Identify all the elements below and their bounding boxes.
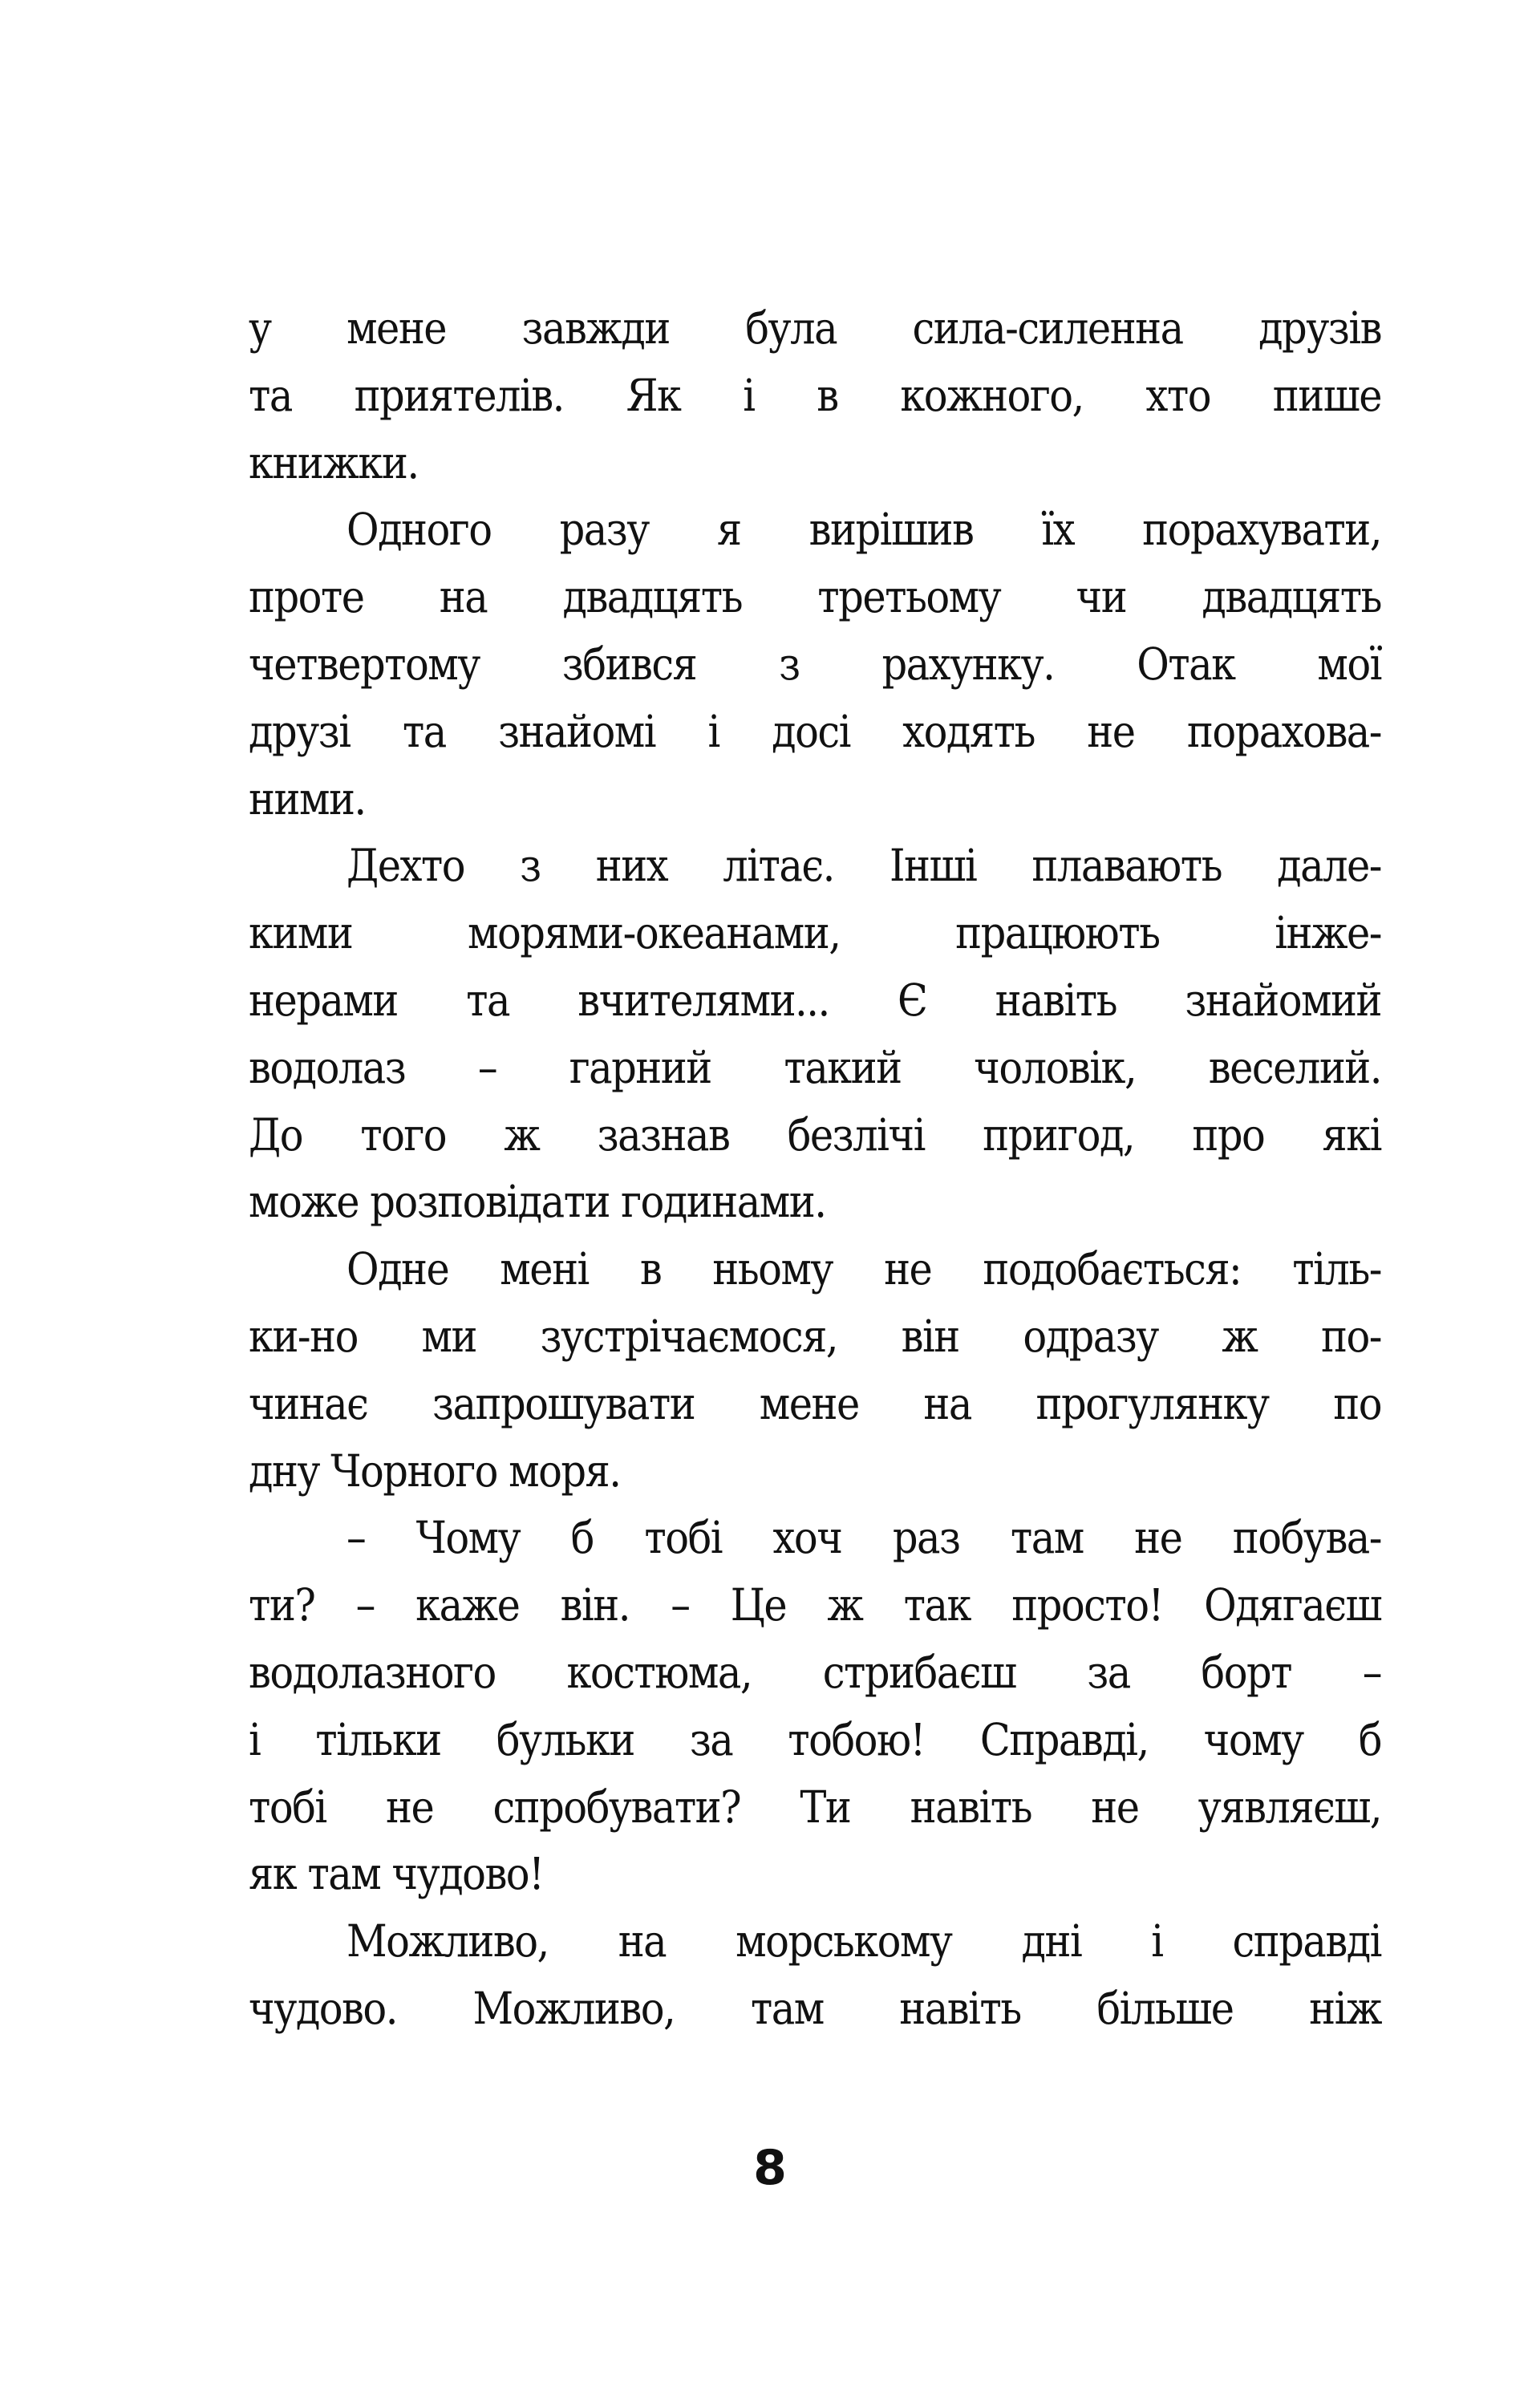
text-line: Можливо, на морському дні і справді [346, 1915, 1381, 1967]
book-page-body [249, 295, 1381, 2043]
text-line: у мене завжди була сила-силенна друзів [249, 302, 1381, 354]
text-line: нерами та вчителями... Є навіть знайомий [249, 974, 1381, 1026]
text-line: і тільки бульки за тобою! Справді, чому б [249, 1713, 1381, 1765]
text-line: як там чудово! [249, 1848, 544, 1900]
text-line: четвертому збився з рахунку. Отак мої [249, 638, 1381, 690]
text-line: ки-но ми зустрічаємося, він одразу ж по- [249, 1310, 1381, 1362]
text-line: чинає запрошувати мене на прогулянку по [249, 1377, 1381, 1429]
text-line: може розповідати годинами. [249, 1176, 826, 1228]
text-line: водолазного костюма, стрибаєш за борт – [249, 1646, 1381, 1698]
text-line: Одного разу я вирішив їх порахувати, [346, 504, 1381, 556]
text-line: Дехто з них літає. Інші плавають дале- [346, 840, 1381, 892]
text-line: водолаз – гарний такий чоловік, веселий. [249, 1041, 1381, 1093]
text-line: та приятелів. Як і в кожного, хто пише [249, 369, 1381, 421]
text-line: друзі та знайомі і досі ходять не порахова- [249, 705, 1381, 757]
page-number: 8 [753, 2140, 787, 2196]
text-line: книжки. [249, 436, 419, 488]
text-line: проте на двадцять третьому чи двадцять [249, 571, 1381, 623]
text-line: кими морями-океанами, працюють інже- [249, 907, 1381, 959]
text-line: тобі не спробувати? Ти навіть не уявляєш, [249, 1781, 1381, 1833]
text-line: – Чому б тобі хоч раз там не побува- [346, 1512, 1381, 1564]
text-line: До того ж зазнав безлічі пригод, про які [249, 1108, 1381, 1161]
text-line: дну Чорного моря. [249, 1445, 621, 1497]
text-line: ними. [249, 772, 366, 825]
text-line: чудово. Можливо, там навіть більше ніж [249, 1982, 1381, 2034]
text-line: Одне мені в ньому не подобається: тіль- [346, 1243, 1381, 1295]
text-line: ти? – каже він. – Це ж так просто! Одягаєш [249, 1579, 1381, 1631]
